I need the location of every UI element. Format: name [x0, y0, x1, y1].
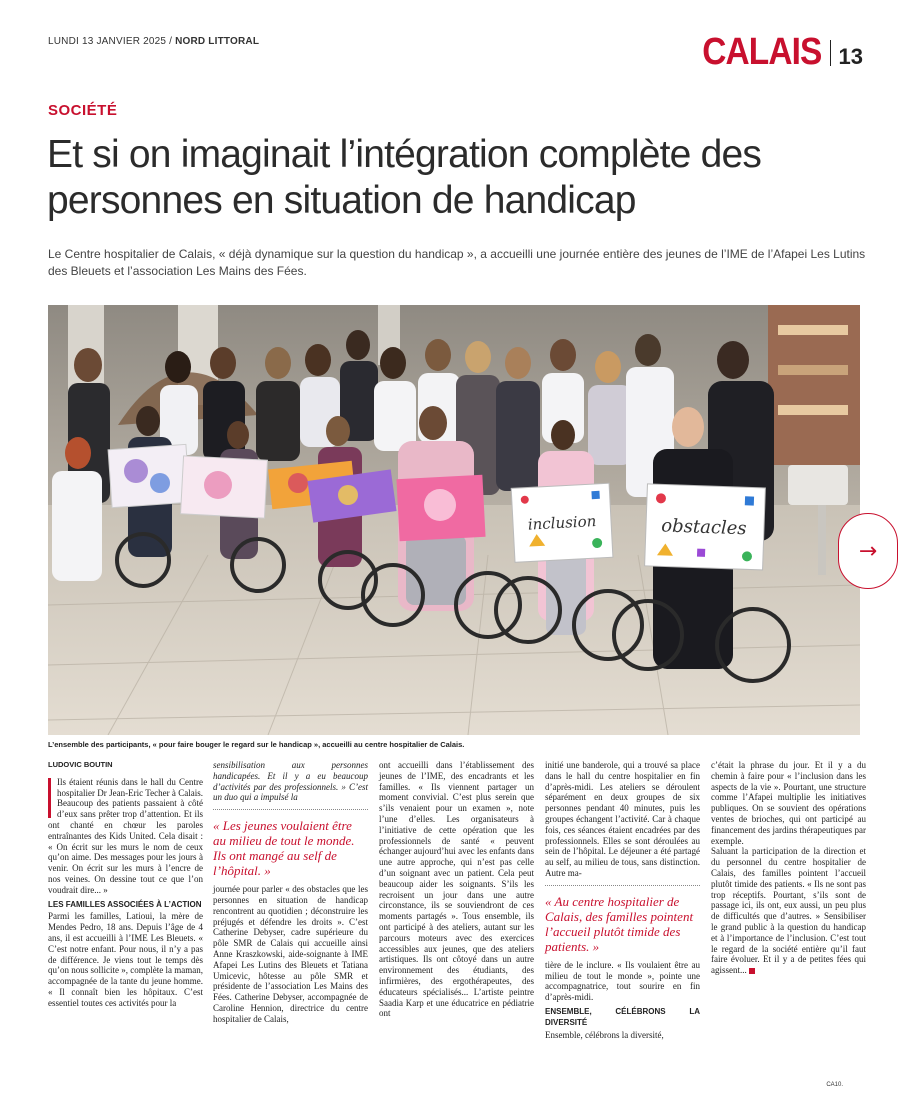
pull-quote-1: « Les jeunes voulaient être au milieu de tout le monde. Ils ont mangé au self de l’hôpital. » — [213, 809, 368, 878]
col1-paragraph-1-text: Ils étaient réunis dans le hall du Centre hospitalier Dr Jean-Eric Techer à Calais. Beaucoup des patients passaient à côté d’eux sans prêter trop d’attention. Et ils ont chanté en chœur les paroles entraînantes des Kids United. Cela disait : « On écrit sur les murs le nom de ceux qu’on aime. Des messages pour les jours à venir. On écrit sur les murs à l’encre de nos veines. On dessine tout ce que l’on voudrait dire... » — [48, 776, 203, 895]
pull-quote-2: « Au centre hospitalier de Calais, des familles pointent l’accueil plutôt timide des patients. » — [545, 885, 700, 954]
col4-subhead: ENSEMBLE, CÉLÉBRONS LA DIVERSITÉ — [545, 1006, 700, 1027]
col4-paragraph-3: Ensemble, célébrons la diversité, — [545, 1029, 664, 1040]
col1-paragraph-1 — [48, 777, 203, 896]
col2-paragraph-1: sensibilisation aux personnes handicapées. Et il y a eu beaucoup d’activités par des professionnels. » C’est un duo qui a impulsé la — [213, 760, 368, 803]
sign-obstacles-text: obstacles — [660, 515, 747, 540]
article-chapo: Le Centre hospitalier de Calais, « déjà dynamique sur la question du handicap », a accueilli une journée entière des jeunes de l’IME de l’Afapei Les Lutins des Bleuets et l’association Les Mains des Fées. — [48, 247, 866, 278]
arrow-right-icon: → — [858, 538, 878, 564]
sign-inclusion-text: inclusion — [527, 512, 597, 534]
col5-paragraph-2 — [711, 846, 866, 976]
page-number: 13 — [838, 44, 863, 69]
end-mark-icon — [749, 968, 755, 974]
article-column-1 — [48, 760, 203, 1009]
col2-paragraph-2: journée pour parler « des obstacles que les personnes en situation de handicap rencontrent au quotidien ; déconstruire les préjugés et défendre les droits ». C’est Catherine Debyser, cadre supérieure du pôle SMR de Calais qui accueille ainsi Anne Kraszkowski, aide-soignante à IME Afapei Les Lutins des Bleuets et Tatiana Umicevic, hôtesse au pôle SMR et présidente de l’association Les Mains des Fées. Catherine Debyser, accompagnée de Caroline Hennion, directrice du centre hospitalier de Calais, — [213, 884, 368, 1024]
col3-paragraph-1: ont accueilli dans l’établissement des jeunes de l’IME, des encadrants et les familles. « Ils viennent partager un moment convivial. C’est plus serein que s’ils venaient pour un examen », note l’une d’elles. Les organisateurs à l’initiative de cette opération que les professionnels de santé « peuvent échanger aujourd’hui avec les enfants dans une autre approche, qui n’est pas celle d’un soignant avec un patient. Cela peut beaucoup aider les soignants. S’ils les recroisent un jour dans une autre circonstance, ils se souviendront de ces moments partagés ». Tous ensemble, ils ont participé à des ateliers, autant sur les parcours moteurs avec des exercices accessibles aux jeunes, que des ateliers artistiques. Ils ont côtoyé dans un autre environnement des étudiants, des infirmières, des ergothérapeutes, des éducateurs spécialisés... L’artiste peintre Saadia Karp et une éducatrice en pédiatrie ont — [379, 760, 534, 1019]
article-column-4 — [545, 760, 700, 1040]
photo-caption: L’ensemble des participants, « pour faire bouger le regard sur le handicap », accueilli au centre hospitalier de Calais. — [48, 740, 465, 749]
group-photo-illustration — [48, 305, 860, 735]
col1-paragraph-2: Parmi les familles, Latioui, la mère de Mendes Pedro, 18 ans. Depuis l’âge de 4 ans, il est accueilli à l’IME Les Bleuets. « C’est notre enfant. Pour nous, il n’y a pas de différence. Je viens tout le temps dès qu’on nous sollicite », complète la maman, accompagnée de la tante du jeune homme. « Il connaît bien les hôpitaux. C’est essentiel toutes ces activités pour la — [48, 911, 203, 1008]
section-title: CALAIS — [702, 31, 822, 73]
col4-paragraph-2: tière de le inclure. « Ils voulaient être au milieu de tout le monde », pointe une accompagnatrice, tout sourire en fin d’après-midi. — [545, 959, 700, 1003]
col5-paragraph-1: c’était la phrase du jour. Et il y a du chemin à faire pour « l’inclusion dans les aspects de la vie ». Pourtant, une structure comme l’Afapei multiplie les initiatives publiques. On se souvient des opérations ventes de brioches, qui ont participé au financement des jardins thérapeutiques par exemple. — [711, 760, 866, 846]
article-headline: Et si on imaginait l’intégration complète des personnes en situation de handicap — [47, 133, 762, 222]
dropcap-bar — [48, 778, 51, 818]
article-byline: LUDOVIC BOUTIN — [48, 760, 113, 769]
col1-subhead: LES FAMILLES ASSOCIÉES À L’ACTION — [48, 899, 202, 909]
rubric-label: SOCIÉTÉ — [48, 102, 118, 119]
header-divider — [830, 40, 831, 66]
article-photo — [48, 305, 860, 735]
article-column-2 — [213, 760, 368, 1025]
page-folio: CA10. — [826, 1082, 843, 1088]
page-header-section — [686, 31, 863, 73]
article-column-3 — [379, 760, 534, 1019]
article-column-5 — [711, 760, 866, 976]
page-header-date: LUNDI 13 JANVIER 2025 / NORD LITTORAL — [48, 36, 260, 47]
issue-date: LUNDI 13 JANVIER 2025 — [48, 36, 167, 47]
edition-name: NORD LITTORAL — [175, 36, 260, 47]
col4-paragraph-1: initié une banderole, qui a trouvé sa place dans le hall du centre hospitalier en fin d’après-midi. Les ateliers se déroulent séparément en deux groupes de six personnes pendant 40 minutes, puis les groupes échangent l’activité. Car à chaque fois, ces séances étaient encadrées par des professionnels. Elles se sont déroulées au sein de l’hôpital. Le déjeuner a été partagé au self, au milieu de tous, sans distinction. Autre ma- — [545, 760, 700, 878]
next-page-button[interactable] — [838, 513, 898, 589]
col5-paragraph-2-text: Saluant la participation de la direction et du personnel du centre hospitalier de Calais, des familles pointent l’accueil plutôt timide des patients. « Ils ne sont pas trop réceptifs. Pourtant, s’ils sont de passage ici, ils ont, eux aussi, un peu plus de difficultés que d’autres. » Sensibiliser le grand public à la question du handicap et à l’importance de l’inclusion. C’est tout le regard de la société entière qu’il faut faire évoluer. Et il y a de petites fées qui agissent... — [711, 846, 866, 976]
